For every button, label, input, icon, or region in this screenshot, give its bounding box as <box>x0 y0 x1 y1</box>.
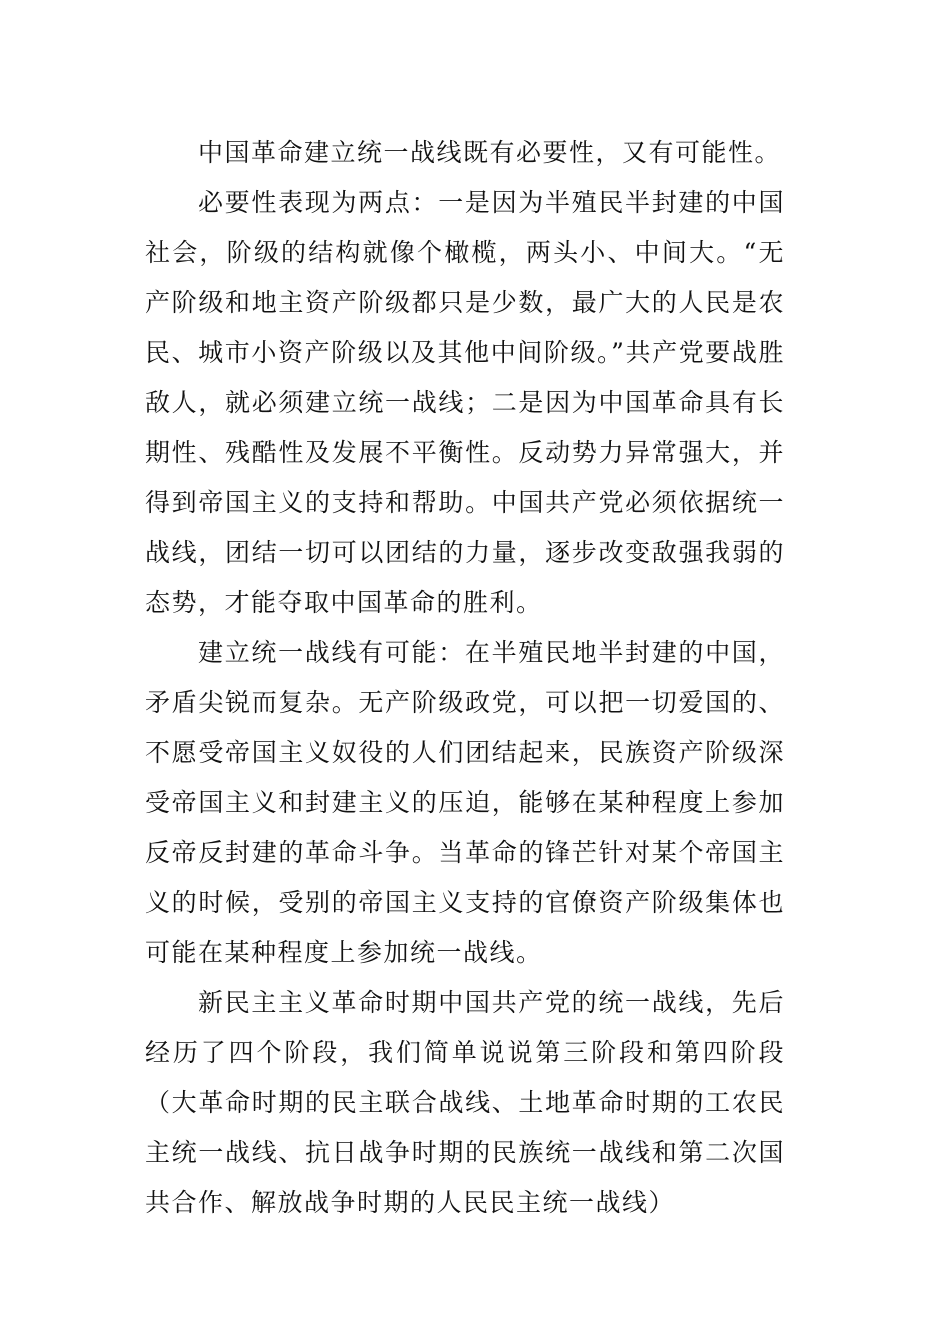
paragraph-stages: 新民主主义革命时期中国共产党的统一战线，先后经历了四个阶段，我们简单说说第三阶段和第四阶段（大革命时期的民主联合战线、土地革命时期的工农民主统一战线、抗日战争时期的民族统一战线和第二次国共合作、解放战争时期的人民民主统一战线） <box>145 988 785 1217</box>
document-body <box>145 128 785 1228</box>
paragraph-possibility: 建立统一战线有可能：在半殖民地半封建的中国，矛盾尖锐而复杂。无产阶级政党，可以把一切爱国的、不愿受帝国主义奴役的人们团结起来，民族资产阶级深受帝国主义和封建主义的压迫，能够在某种程度上参加反帝反封建的革命斗争。当革命的锋芒针对某个帝国主义的时候，受别的帝国主义支持的官僚资产阶级集体也可能在某种程度上参加统一战线。 <box>145 638 785 967</box>
paragraph-necessity: 必要性表现为两点：一是因为半殖民半封建的中国社会，阶级的结构就像个橄榄，两头小、中间大。“无产阶级和地主资产阶级都只是少数，最广大的人民是农民、城市小资产阶级以及其他中间阶级。”共产党要战胜敌人，就必须建立统一战线；二是因为中国革命具有长期性、残酷性及发展不平衡性。反动势力异常强大，并得到帝国主义的支持和帮助。中国共产党必须依据统一战线，团结一切可以团结的力量，逐步改变敌强我弱的态势，才能夺取中国革命的胜利。 <box>145 188 785 617</box>
paragraph-necessity-and-possibility: 中国革命建立统一战线既有必要性，又有可能性。 <box>198 138 782 167</box>
